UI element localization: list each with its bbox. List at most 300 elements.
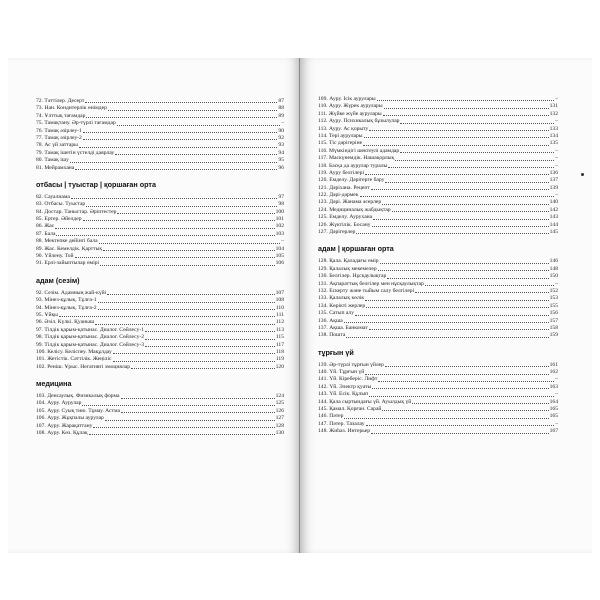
toc-entry-title (318, 258, 379, 265)
toc-entry-number: 101. (36, 356, 46, 363)
toc-entry-text: Қалалық көлік (329, 295, 365, 302)
toc-entry (318, 266, 558, 273)
toc-entry-number: 123. (318, 199, 328, 206)
toc-entry-page: 101 (275, 216, 284, 223)
toc-entry (36, 98, 284, 105)
toc-entry-number: 98. (36, 334, 43, 341)
toc-entry-title (36, 290, 106, 297)
toc-entry-text: Реніш. Ұрыс. Негативті эмоциялар (47, 363, 131, 370)
toc-entry-number: 72. (36, 97, 43, 104)
toc-entry-title (36, 400, 81, 407)
toc-entry-page: – (555, 420, 558, 427)
toc-entry-title (318, 148, 399, 155)
toc-entry-title (318, 325, 368, 332)
toc-entry-title (36, 260, 99, 267)
dot-leader (59, 316, 275, 317)
toc-entry (318, 133, 558, 140)
toc-entry-number: 116. (318, 147, 328, 154)
toc-entry-text: Үй. Тұрғын үй (329, 369, 365, 376)
toc-entry-number: 81. (36, 164, 43, 171)
toc-entry-number: 138. (318, 332, 328, 339)
toc-entry-number: 127. (318, 229, 328, 236)
toc-entry-page: 94 (278, 149, 284, 156)
dot-leader (98, 309, 275, 310)
toc-entry-text: Тілдік қарым-қатынас. Диалог. Сөйлесу-3 (44, 341, 145, 348)
toc-entry-page: 110 (275, 304, 284, 311)
toc-entry-number: 128. (318, 258, 328, 265)
toc-group (36, 393, 284, 437)
toc-entry-text: Отбасы. Туыстар (44, 201, 86, 208)
toc-entry-text: Жиһаз. Интерьер (329, 428, 371, 435)
toc-entry-page: 148 (549, 265, 558, 272)
dot-leader (115, 154, 277, 155)
toc-entry-page: 96 (278, 164, 284, 171)
toc-entry-number: 137. (318, 324, 328, 331)
toc-entry-number: 74. (36, 112, 43, 119)
dot-leader (380, 263, 549, 264)
dot-leader (344, 322, 549, 323)
toc-entry (318, 406, 558, 413)
dot-leader (385, 182, 548, 183)
toc-entry (36, 334, 284, 341)
toc-entry-text: Нан. Кондитерлік өнімдер (44, 105, 107, 112)
toc-entry-text: Сатып алу (329, 310, 354, 317)
toc-entry (318, 362, 558, 369)
left-page (8, 58, 300, 553)
dot-leader (415, 292, 548, 293)
toc-entry-page: 165 (549, 413, 558, 420)
toc-entry-page: 111 (276, 311, 284, 318)
toc-entry (36, 120, 284, 127)
toc-entry-text: Қала сыртындағы үй. Ауылдық үй (329, 398, 412, 405)
toc-entry-text: Мектепке дейінгі бала (44, 238, 98, 245)
toc-entry (36, 401, 284, 408)
toc-entry-number: 129. (318, 265, 328, 272)
toc-entry-page: 139 (549, 184, 558, 191)
toc-entry-number: 83. (36, 201, 43, 208)
toc-entry-title (318, 207, 391, 214)
toc-entry (36, 423, 284, 430)
toc-entry-page: 105 (275, 253, 284, 260)
toc-entry-page: 100 (275, 208, 284, 215)
toc-entry-number: 87. (36, 230, 43, 237)
toc-entry-title (318, 273, 386, 280)
dot-leader (366, 307, 548, 308)
toc-entry-page: 119 (275, 356, 284, 363)
toc-entry-number: 104. (36, 400, 46, 407)
toc-entry-text: Жүйке жүйе аурулары (328, 110, 382, 117)
toc-entry-page: 165 (549, 406, 558, 413)
toc-entry (36, 290, 284, 297)
dot-leader (100, 265, 275, 266)
dot-leader (364, 137, 549, 138)
dot-leader (344, 418, 548, 419)
toc-entry-number: 145. (318, 406, 328, 413)
toc-entry (36, 157, 284, 164)
toc-entry (318, 229, 558, 236)
toc-entry-text: Әр-түрлі тұрғын үйлер (329, 361, 384, 368)
page-mark (581, 173, 584, 176)
toc-entry-page: 135 (549, 140, 558, 147)
toc-entry (318, 258, 558, 265)
dot-leader (113, 353, 275, 354)
toc-entry-page: 140 (549, 199, 558, 206)
toc-entry-text: Ауру. Психикалық бұзылулар (329, 118, 400, 125)
toc-group (318, 96, 558, 236)
toc-entry (318, 163, 558, 170)
dot-leader (378, 270, 549, 271)
toc-entry-title (318, 288, 414, 295)
toc-entry-title (36, 209, 116, 216)
toc-entry-text: Тілдік қарым-қатынас. Диалог. Сөйлесу-2 (44, 334, 145, 341)
left-toc (36, 98, 284, 437)
dot-leader (392, 211, 549, 212)
toc-entry-page: 132 (549, 110, 558, 117)
toc-entry-number: 107. (36, 422, 46, 429)
toc-entry-title (36, 142, 78, 149)
toc-entry-text: Әзіл. Күлкі. Қуаныш (44, 319, 95, 326)
toc-entry-title (36, 408, 120, 415)
toc-entry-number: 77. (36, 134, 43, 141)
toc-entry-title (36, 128, 82, 135)
toc-entry (318, 199, 558, 206)
toc-entry (318, 148, 558, 155)
toc-entry (318, 399, 558, 406)
toc-entry-number: 133. (318, 295, 328, 302)
toc-entry (318, 273, 558, 280)
toc-entry-number: 147. (318, 420, 328, 427)
dot-leader (356, 233, 548, 234)
toc-entry-number: 113. (318, 125, 328, 132)
toc-entry-number: 122. (318, 192, 328, 199)
toc-entry-page: – (555, 376, 558, 383)
dot-leader (365, 374, 548, 375)
section-heading: адам | қоршаған орта (318, 244, 394, 254)
toc-entry-title (318, 155, 394, 162)
toc-entry-title (36, 105, 107, 112)
toc-entry-text: Емделу. Ауруxана (329, 214, 373, 221)
toc-entry-number: 99. (36, 341, 43, 348)
toc-entry-number: 121. (318, 184, 328, 191)
toc-entry-number: 135. (318, 310, 328, 317)
toc-entry-page: 145 (549, 229, 558, 236)
toc-entry-text: Дәріхана. Рецепт (329, 184, 370, 191)
toc-entry-page: 167 (549, 428, 558, 435)
toc-entry-page: 162 (549, 369, 558, 376)
toc-entry (318, 332, 558, 339)
toc-entry-number: 134. (318, 302, 328, 309)
toc-entry-page: 134 (549, 132, 558, 139)
dot-leader (383, 115, 549, 116)
toc-entry-text: Ақша. Банкомат (329, 324, 368, 331)
toc-entry-title (36, 113, 85, 120)
dot-leader (75, 169, 277, 170)
toc-group (318, 258, 558, 339)
dot-leader (99, 243, 281, 244)
toc-entry-number: 96. (36, 319, 43, 326)
toc-entry-page: 136 (549, 169, 558, 176)
toc-entry-text: Ауру. Суық тию. Тұмау. Астма (47, 407, 120, 414)
dot-leader (95, 324, 275, 325)
toc-entry-text: Ауру. Жарақаттану (47, 422, 93, 429)
toc-entry-title (318, 185, 370, 192)
toc-entry-text: Сезім. Адамның жай-күйі (44, 289, 107, 296)
toc-entry-number: 89. (36, 245, 43, 252)
toc-entry-title (318, 406, 381, 413)
toc-entry-number: 73. (36, 105, 43, 112)
toc-entry-text: Жас (44, 223, 55, 230)
toc-entry-text: Қамал. Қорған. Сарай (329, 406, 382, 413)
dot-leader (373, 219, 548, 220)
toc-entry-text: Тамақ әзірлеу-1 (44, 127, 82, 134)
toc-entry (318, 96, 558, 103)
toc-entry (318, 310, 558, 317)
toc-entry-text: Дәрі. Жанама әсерлер (329, 199, 382, 206)
toc-entry (36, 201, 284, 208)
toc-entry (318, 192, 558, 199)
toc-entry-title (36, 150, 114, 157)
toc-entry-page: 142 (549, 206, 558, 213)
right-page (300, 58, 592, 553)
dot-leader (360, 196, 555, 197)
toc-entry (318, 413, 558, 420)
toc-entry (318, 325, 558, 332)
toc-entry-page: 97 (278, 193, 284, 200)
toc-entry-number: 94. (36, 304, 43, 311)
toc-entry (318, 140, 558, 147)
dot-leader (378, 381, 554, 382)
toc-entry-text: Тамақ ішетін үстелді даярлау (44, 149, 115, 156)
toc-group (36, 98, 284, 172)
toc-entry (36, 142, 284, 149)
dot-leader (377, 100, 555, 101)
toc-entry-page: – (555, 147, 558, 154)
toc-entry (318, 185, 558, 192)
toc-entry (36, 297, 284, 304)
toc-entry-page: 89 (278, 112, 284, 119)
section-heading: медицина (36, 379, 72, 389)
dot-leader (425, 285, 554, 286)
toc-entry-number: 115. (318, 140, 328, 147)
toc-entry-title (318, 310, 354, 317)
dot-leader (108, 110, 277, 111)
toc-entry-title (318, 192, 359, 199)
toc-entry-text: Ауру. Ас қорыту (329, 125, 369, 132)
dot-leader (372, 226, 549, 227)
toc-entry-title (36, 356, 112, 363)
toc-entry-page: – (555, 391, 558, 398)
toc-entry-page: – (555, 192, 558, 199)
toc-entry-title (36, 305, 97, 312)
toc-entry (36, 305, 284, 312)
toc-entry (36, 105, 284, 112)
toc-entry (36, 238, 284, 245)
toc-entry-page: 156 (549, 310, 558, 317)
dot-leader (395, 160, 554, 161)
toc-entry (318, 428, 558, 435)
dot-leader (365, 300, 549, 301)
toc-entry-page: – (555, 162, 558, 169)
toc-entry-title (318, 428, 370, 435)
dot-leader (83, 139, 278, 140)
toc-entry-title (36, 120, 116, 127)
toc-entry-text: Пәтер (329, 413, 344, 420)
toc-entry-number: 136. (318, 317, 328, 324)
toc-entry-title (36, 319, 94, 326)
toc-entry-number: 79. (36, 149, 43, 156)
toc-entry-number: 88. (36, 238, 43, 245)
toc-entry-text: Ауру. Аурулар (47, 400, 82, 407)
toc-entry-text: Тіс дәрігеріне (329, 140, 363, 147)
toc-entry-number: 114. (318, 132, 328, 139)
dot-leader (121, 412, 275, 413)
toc-entry-page: 120 (275, 363, 284, 370)
toc-entry (36, 209, 284, 216)
toc-entry-number: 131. (318, 280, 328, 287)
toc-entry-title (36, 430, 88, 437)
toc-entry-number: 76. (36, 127, 43, 134)
toc-entry-page: 157 (549, 317, 558, 324)
toc-entry-title (36, 364, 130, 371)
toc-entry-page: 92 (278, 134, 284, 141)
toc-entry-page: 108 (275, 297, 284, 304)
toc-entry-title (318, 199, 381, 206)
toc-entry-number: 119. (318, 169, 328, 176)
dot-leader (86, 117, 277, 118)
section-heading: тұрғын үй (318, 347, 354, 357)
dot-leader (400, 152, 554, 153)
toc-entry-page: 143 (549, 214, 558, 221)
toc-entry-number: 118. (318, 162, 328, 169)
toc-entry-number: 80. (36, 157, 43, 164)
dot-leader (79, 147, 277, 148)
toc-entry-text: Ұлттық тағамдар (44, 112, 86, 119)
toc-entry (318, 222, 558, 229)
toc-entry-number: 130. (318, 273, 328, 280)
toc-entry-text: Ұйқы (44, 311, 58, 318)
toc-entry-page: 144 (549, 221, 558, 228)
toc-entry-number: 108. (36, 430, 46, 437)
toc-entry-text: Жетістік. Сәттілік. Жеңіліс (47, 356, 112, 363)
toc-entry-text: Көрікті жерлер (329, 302, 366, 309)
toc-group (36, 194, 284, 268)
toc-entry-number: 91. (36, 260, 43, 267)
toc-entry-number: 139. (318, 361, 328, 368)
toc-entry-title (318, 303, 365, 310)
toc-entry-text: Тілдік қарым-қатынас. Диалог. Сөйлесу-1 (44, 326, 145, 333)
toc-entry-page: 115 (275, 334, 284, 341)
toc-entry-page: 124 (275, 393, 284, 400)
toc-entry-number: 146. (318, 413, 328, 420)
dot-leader (56, 235, 274, 236)
toc-entry-text: Тері аурулары (329, 132, 363, 139)
toc-entry-title (36, 297, 97, 304)
toc-entry (318, 126, 558, 133)
toc-entry-text: Тәттілер. Десерт (44, 97, 85, 104)
dot-leader (388, 167, 554, 168)
dot-leader (382, 204, 548, 205)
toc-entry-page: – (555, 155, 558, 162)
dot-leader (83, 132, 278, 133)
toc-entry-title (318, 399, 411, 406)
toc-entry-number: 78. (36, 142, 43, 149)
toc-entry-title (36, 246, 102, 253)
dot-leader (82, 405, 274, 406)
toc-entry-page: 127 (275, 415, 284, 422)
toc-entry-page: – (281, 238, 284, 245)
toc-entry (318, 155, 558, 162)
toc-entry-number: 106. (36, 415, 46, 422)
toc-entry (36, 246, 284, 253)
section-heading: адам (сезім) (36, 275, 80, 285)
toc-entry-page: 95 (278, 157, 284, 164)
toc-entry-page: – (281, 120, 284, 127)
toc-entry-number: 144. (318, 398, 328, 405)
toc-entry-page: – (555, 118, 558, 125)
dot-leader (385, 366, 549, 367)
toc-entry-page: 102 (275, 223, 284, 230)
toc-entry-text: Пошта (329, 332, 346, 339)
toc-entry (36, 342, 284, 349)
toc-entry-number: 143. (318, 391, 328, 398)
toc-entry-title (36, 393, 120, 400)
toc-entry-page: 87 (278, 97, 284, 104)
toc-entry-page: 93 (278, 142, 284, 149)
toc-entry-number: 109. (318, 95, 328, 102)
toc-entry-number: 102. (36, 363, 46, 370)
toc-entry-text: Басқа да аурулар туралы (329, 162, 388, 169)
toc-entry-text: Ауру. Жұқпалы аурулар (47, 415, 104, 422)
toc-entry-page: 107 (275, 289, 284, 296)
toc-entry-page: 117 (275, 341, 284, 348)
toc-entry (36, 165, 284, 172)
toc-entry-text: Жүктілік. Босану (329, 221, 371, 228)
dot-leader (117, 213, 274, 214)
dot-leader (371, 189, 549, 190)
toc-entry-title (36, 415, 104, 422)
toc-entry (36, 415, 284, 422)
toc-entry-text: Мүмкіндігі шектеулі адамдар (329, 147, 400, 154)
toc-entry-page: 112 (275, 319, 284, 326)
toc-entry (36, 216, 284, 223)
toc-entry-text: Тамақтану. Әр-түрлі тағамдар (44, 120, 116, 127)
toc-entry-title (318, 295, 364, 302)
toc-entry-title (36, 334, 144, 341)
toc-entry (318, 318, 558, 325)
toc-entry (318, 295, 558, 302)
toc-entry (36, 356, 284, 363)
toc-entry-title (318, 140, 362, 147)
toc-entry-text: Ескерту және тыйым салу белгілері (329, 287, 415, 294)
toc-entry-number: 112. (318, 118, 328, 125)
toc-entry-text: Ауру. Жүрек аурулары (329, 103, 383, 110)
toc-entry-page: 88 (278, 105, 284, 112)
dot-leader (131, 368, 275, 369)
toc-entry-title (36, 423, 92, 430)
toc-entry-text: Үй. Есік. Құлып (329, 391, 369, 398)
toc-entry-page: 152 (549, 287, 558, 294)
toc-entry-title (318, 133, 363, 140)
toc-entry-page: 130 (275, 430, 284, 437)
toc-entry-title (36, 349, 112, 356)
toc-entry-text: Ас үй заттары (44, 142, 78, 149)
toc-entry (36, 349, 284, 356)
dot-leader (145, 346, 275, 347)
toc-entry-title (318, 391, 368, 398)
dot-leader (412, 403, 548, 404)
toc-entry-title (318, 413, 343, 420)
toc-entry-title (318, 281, 424, 288)
